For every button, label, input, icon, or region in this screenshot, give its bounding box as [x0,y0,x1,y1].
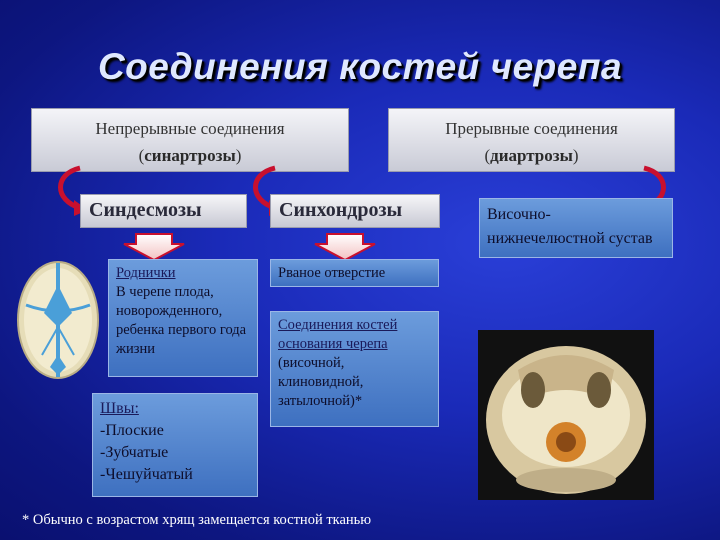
close-paren: ) [572,146,579,165]
sutures-heading: Швы: [100,400,139,417]
close-paren: ) [235,146,242,165]
continuous-joints-label: Непрерывные соединения [95,119,285,138]
suture-item: -Зубчатые [100,444,169,461]
fontanelles-box [108,259,258,377]
synchondroses-box: Синхондрозы [270,194,440,228]
suture-item: -Чешуйчатый [100,466,193,483]
skull-base-image [478,330,654,500]
skull-base-text: (височной, клиновидной, затылочной)* [278,355,364,409]
open-paren: ( [138,146,145,165]
synarthrosis-term: синартрозы [144,146,236,165]
page-title: Соединения костей черепа [97,46,623,87]
open-paren: ( [484,146,491,165]
tmj-box: Височно-нижнечелюстной сустав [479,198,673,258]
skull-base-box [270,311,439,427]
skull-base-heading: Соединения костей основания черепа [278,317,398,352]
down-arrow-icon [122,232,186,262]
diarthrosis-term: диартрозы [490,146,573,165]
fontanelles-heading: Роднички [116,265,176,281]
syndesmoses-box: Синдесмозы [80,194,247,228]
discontinuous-joints-label: Прерывные соединения [445,119,618,138]
down-arrow-icon [313,232,377,262]
fontanelles-text: В черепе плода, новорожденного, ребенка первого года жизни [116,284,247,357]
skull-top-view-image [12,255,104,385]
footnote: * Обычно с возрастом хрящ замещается костной тканью [22,512,372,528]
suture-item: -Плоские [100,422,164,439]
foramen-lacerum-box: Рваное отверстие [270,259,439,287]
sutures-box [92,393,258,497]
